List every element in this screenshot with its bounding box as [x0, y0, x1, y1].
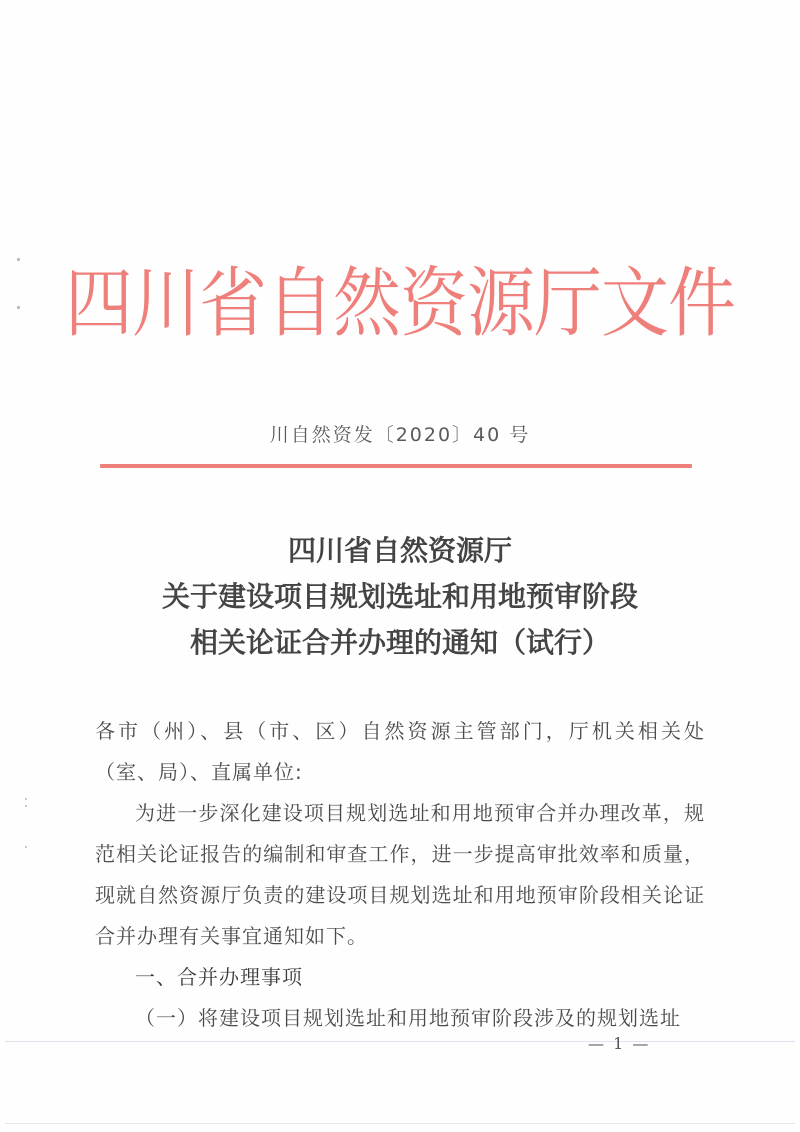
intro-paragraph: 为进一步深化建设项目规划选址和用地预审合并办理改革，规范相关论证报告的编制和审查工作，进一步提高审批效率和质量，现就自然资源厅负责的建设项目规划选址和用地预审阶段相关论证合并办理有关事宜通知如下。 — [95, 801, 705, 948]
red-divider-rule — [100, 464, 692, 468]
page-separator — [5, 1041, 795, 1042]
subitem-paragraph: （一）将建设项目规划选址和用地预审阶段涉及的规划选址 — [135, 1006, 681, 1030]
section-heading: 一、合并办理事项 — [135, 965, 303, 989]
scan-speck — [25, 805, 27, 807]
title-line-3: 相关论证合并办理的通知（试行） — [189, 626, 610, 659]
addressee-paragraph: 各市（州）、县（市、区）自然资源主管部门，厅机关相关处（室、局）、直属单位: — [95, 719, 705, 784]
title-line-2: 关于建设项目规划选址和用地预审阶段 — [161, 580, 638, 613]
document-number: 川自然资发〔2020〕40 号 — [269, 424, 531, 446]
scan-speck — [25, 846, 27, 848]
document-title — [0, 528, 800, 666]
page-bottom-edge — [5, 1123, 795, 1124]
scan-speck — [25, 798, 27, 800]
document-masthead: 四川省自然资源厅文件 — [64, 260, 735, 349]
document-body — [95, 711, 705, 1039]
title-line-1: 四川省自然资源厅 — [287, 534, 512, 567]
page-number: — 1 — — [588, 1034, 651, 1053]
